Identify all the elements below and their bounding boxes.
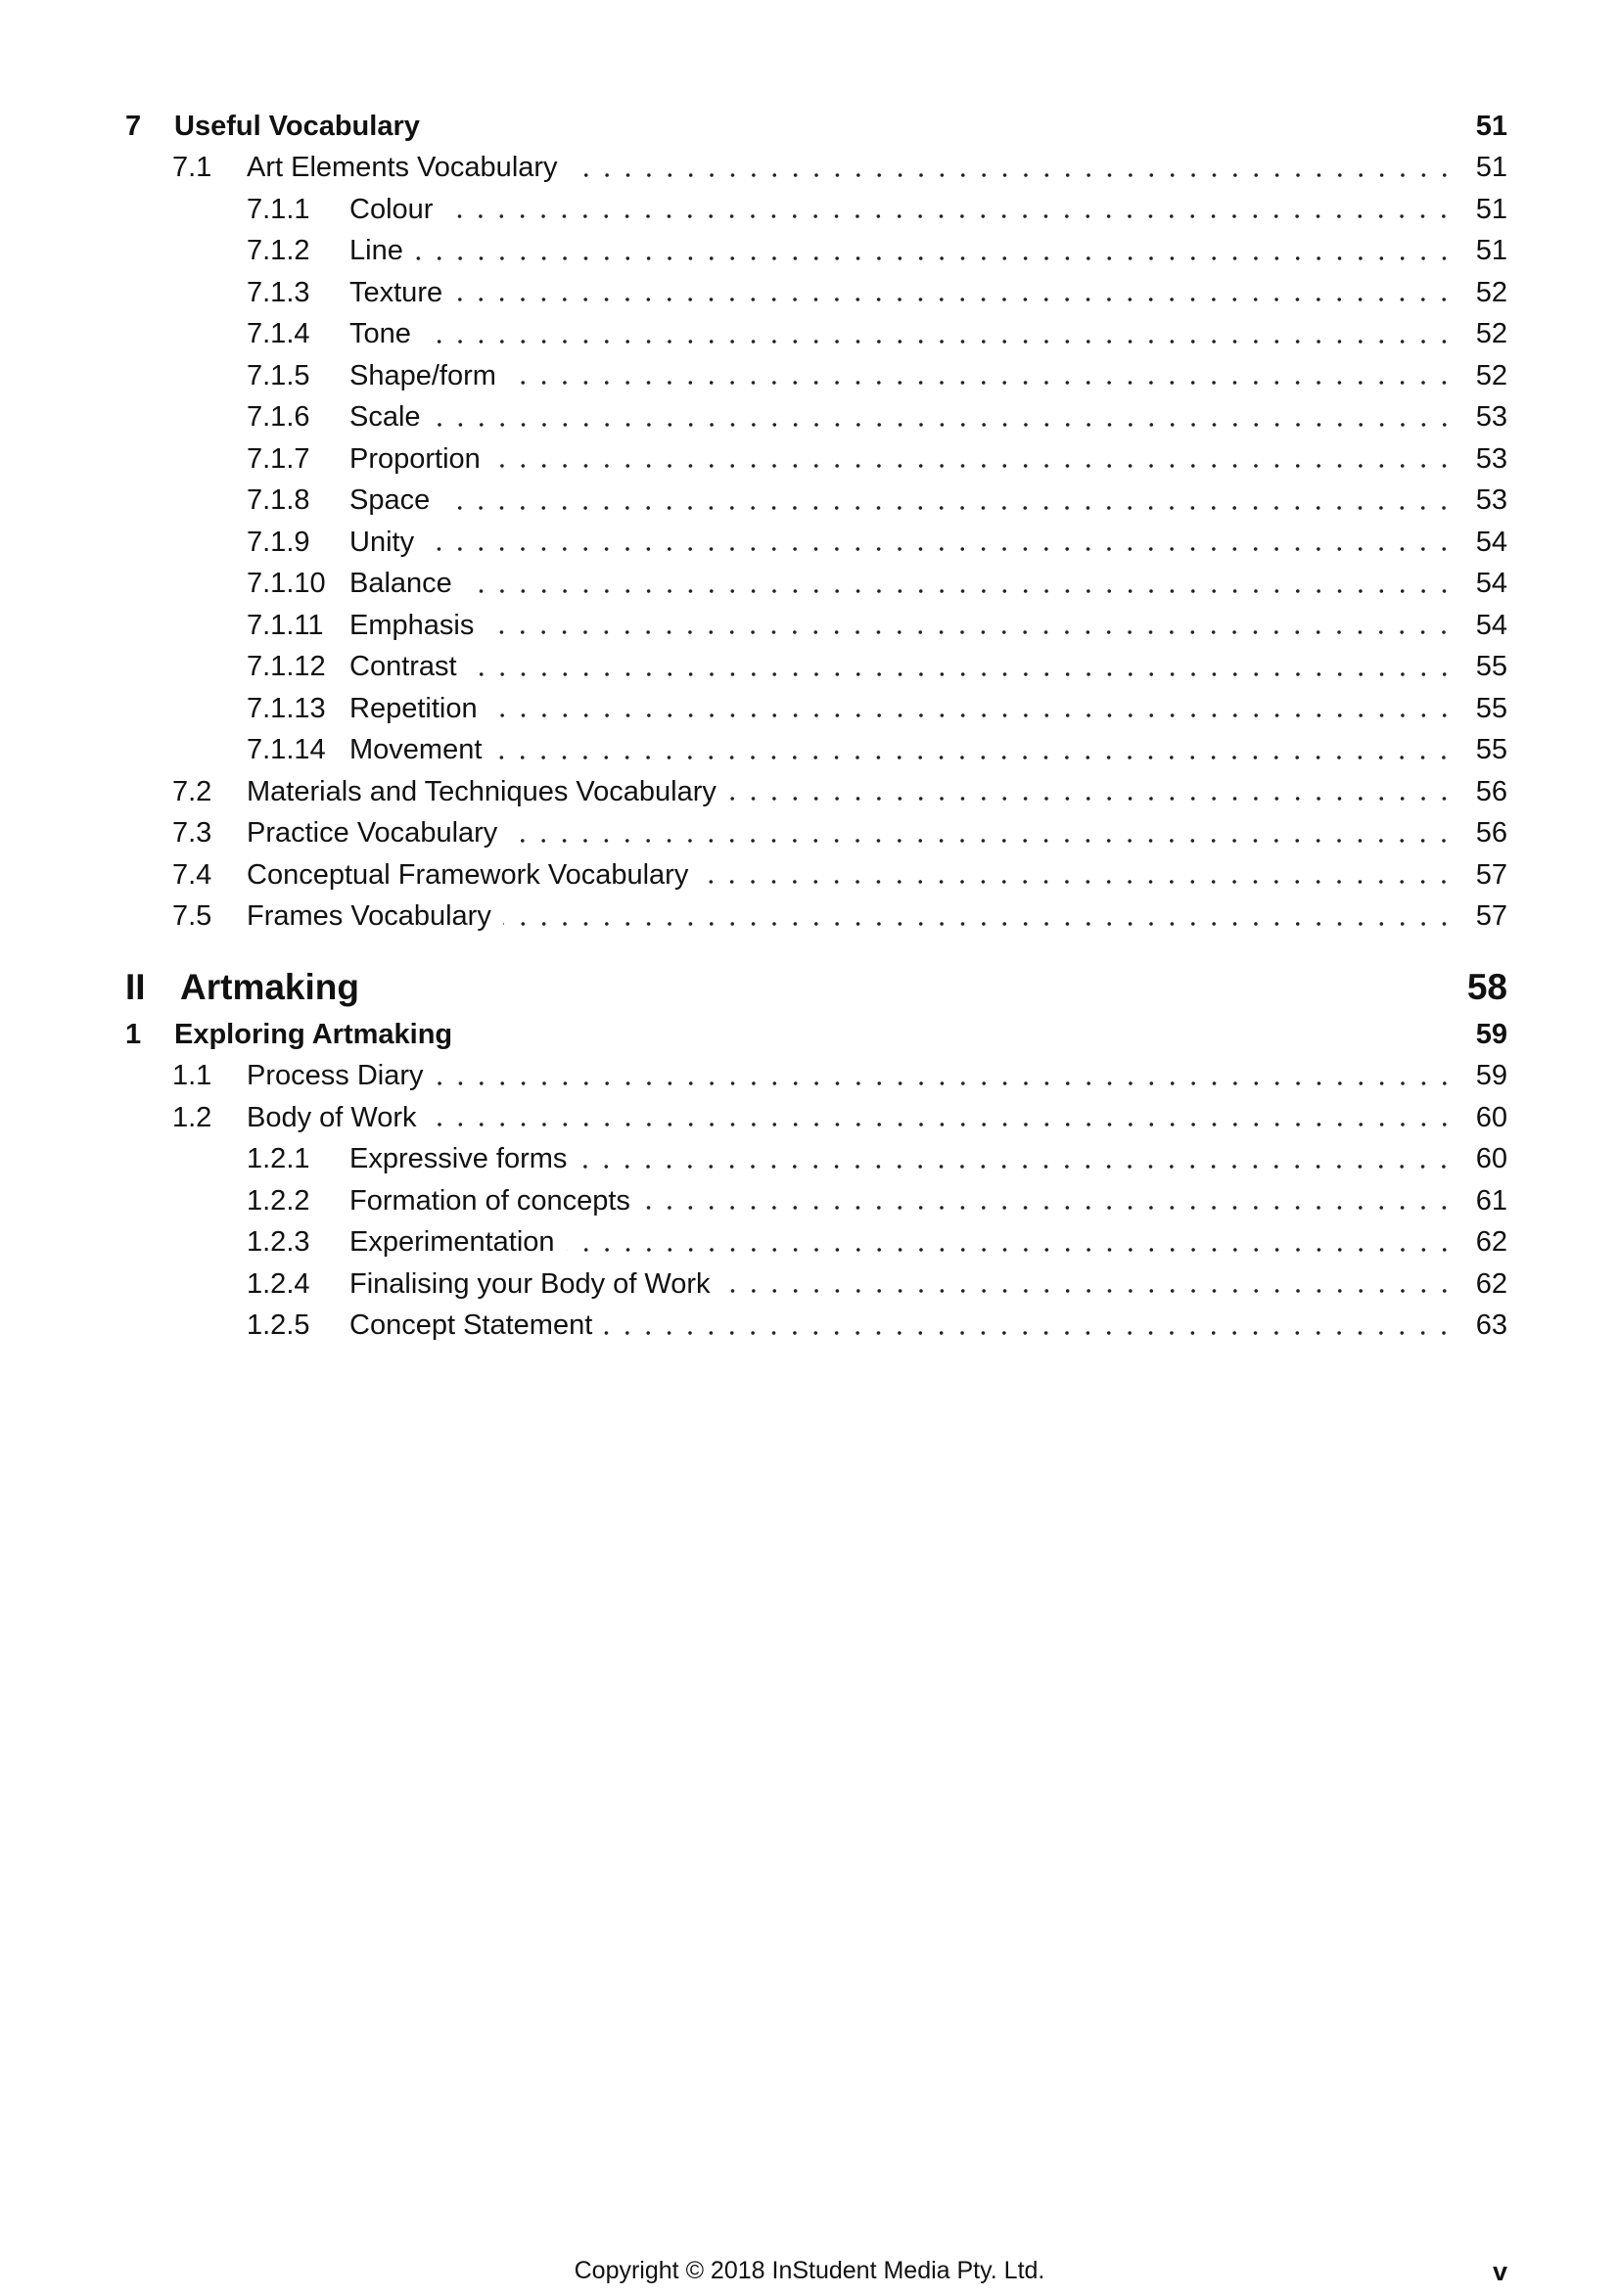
toc-page: 51 [1475, 193, 1507, 225]
dot-leader [469, 660, 1455, 688]
toc-title: Concept Statement [349, 1309, 593, 1342]
toc-section [125, 813, 1507, 855]
toc-chapter-1 [125, 1014, 1507, 1056]
toc-title: Practice Vocabulary [247, 817, 498, 850]
toc-page: 56 [1475, 817, 1507, 850]
dot-leader [503, 909, 1455, 938]
toc-page: 60 [1475, 1143, 1507, 1175]
toc-title: Materials and Techniques Vocabulary [247, 775, 717, 807]
toc-page: 57 [1475, 858, 1507, 891]
toc-number: 7.1.4 [247, 318, 310, 350]
toc-page: 53 [1475, 484, 1507, 517]
dot-leader [415, 244, 1455, 272]
toc-subsection [125, 1180, 1507, 1222]
toc-number: 7.1.2 [247, 235, 310, 267]
dot-leader [441, 493, 1455, 522]
toc-title: Formation of concepts [349, 1184, 630, 1217]
toc-number: 7.1.13 [247, 692, 326, 724]
toc-page: 60 [1475, 1101, 1507, 1133]
toc-section [125, 1097, 1507, 1139]
dot-leader [722, 1277, 1455, 1306]
toc-title: Scale [349, 401, 421, 434]
toc-subsection [125, 688, 1507, 730]
toc-page: 62 [1475, 1226, 1507, 1259]
toc-section [125, 854, 1507, 896]
toc-title: Contrast [349, 651, 457, 683]
toc-subsection [125, 1263, 1507, 1306]
toc-subsection [125, 438, 1507, 481]
toc-subsection [125, 730, 1507, 772]
toc-number: 7.1.7 [247, 442, 310, 475]
toc-number: 7.5 [172, 900, 212, 933]
dot-leader [728, 785, 1455, 813]
toc-number: 1.2 [172, 1101, 212, 1133]
toc-title: Tone [349, 318, 411, 350]
toc-page: 53 [1475, 401, 1507, 434]
dot-leader [567, 1235, 1455, 1263]
toc-subsection [125, 272, 1507, 314]
toc-page: 63 [1475, 1309, 1507, 1342]
toc-number: 7.1.9 [247, 526, 310, 558]
dot-leader [578, 1152, 1455, 1180]
toc-section [125, 1056, 1507, 1098]
toc-subsection [125, 1139, 1507, 1181]
toc-page: 62 [1475, 1267, 1507, 1300]
toc-subsection [125, 355, 1507, 397]
toc-page: 51 [1475, 110, 1507, 142]
toc-page: 54 [1475, 526, 1507, 558]
toc-page: 52 [1475, 318, 1507, 350]
toc-page: 61 [1475, 1184, 1507, 1217]
dot-leader [508, 369, 1455, 397]
dot-leader [429, 1111, 1455, 1139]
toc-number: 7.1.3 [247, 276, 310, 308]
toc-page: 55 [1475, 692, 1507, 724]
toc-number: 1.2.1 [247, 1143, 310, 1175]
toc-section [125, 771, 1507, 813]
toc-subsection [125, 605, 1507, 647]
toc-number: 7.4 [172, 858, 212, 891]
dot-leader [464, 576, 1455, 605]
toc-title: Space [349, 484, 431, 517]
page-footer [0, 2257, 1619, 2296]
toc-number: 1.2.3 [247, 1226, 310, 1259]
toc-subsection [125, 397, 1507, 439]
toc-number: 7.1.10 [247, 568, 326, 600]
toc-number: 1.2.5 [247, 1309, 310, 1342]
toc-title: Balance [349, 568, 452, 600]
dot-leader [486, 619, 1455, 647]
toc-page: 59 [1475, 1060, 1507, 1092]
toc-page: 53 [1475, 442, 1507, 475]
toc-page: 56 [1475, 775, 1507, 807]
dot-leader [642, 1194, 1455, 1222]
toc-title: Frames Vocabulary [247, 900, 491, 933]
toc-page: 55 [1475, 651, 1507, 683]
toc-chapter-7 [125, 106, 1507, 148]
toc-number: 7 [125, 110, 142, 142]
toc-number: 7.3 [172, 817, 212, 850]
toc-title: Process Diary [247, 1060, 424, 1092]
toc-page: 54 [1475, 568, 1507, 600]
toc-title: Proportion [349, 442, 481, 475]
toc-title: Artmaking [180, 967, 359, 1007]
toc-page: 57 [1475, 900, 1507, 933]
toc-title: Texture [349, 276, 443, 308]
dot-leader [489, 702, 1455, 730]
toc-page: 59 [1475, 1018, 1507, 1050]
toc-page: 54 [1475, 609, 1507, 641]
toc-number: 1 [125, 1018, 142, 1050]
page-number: v [1492, 2257, 1507, 2286]
dot-leader [426, 535, 1455, 564]
toc-title: Shape/form [349, 359, 496, 391]
toc-number: 7.1.14 [247, 734, 326, 766]
dot-leader [493, 743, 1455, 771]
toc-title: Art Elements Vocabulary [247, 152, 558, 184]
toc-title: Expressive forms [349, 1143, 568, 1175]
copyright-notice: Copyright © 2018 InStudent Media Pty. Ltd. [574, 2257, 1045, 2284]
toc-number: 1.1 [172, 1060, 212, 1092]
toc-title: Body of Work [247, 1101, 417, 1133]
toc-section [125, 148, 1507, 190]
toc-title: Unity [349, 526, 415, 558]
toc-section [125, 896, 1507, 939]
toc-subsection [125, 1222, 1507, 1264]
toc-page: 52 [1475, 276, 1507, 308]
toc-number: 1.2.2 [247, 1184, 310, 1217]
toc-title: Exploring Artmaking [174, 1018, 453, 1050]
toc-subsection [125, 231, 1507, 273]
toc-number: 7.1.8 [247, 484, 310, 517]
toc-number: II [125, 967, 146, 1007]
dot-leader [604, 1318, 1455, 1347]
toc-number: 7.1.12 [247, 651, 326, 683]
dot-leader [444, 203, 1455, 231]
toc-page: 51 [1475, 235, 1507, 267]
toc-subsection [125, 189, 1507, 231]
dot-leader [433, 410, 1455, 438]
dot-leader [423, 327, 1455, 355]
toc-number: 7.1.6 [247, 401, 310, 434]
toc-title: Movement [349, 734, 483, 766]
toc-part-heading [125, 938, 1507, 1014]
toc-title: Useful Vocabulary [174, 110, 420, 142]
toc-title: Colour [349, 193, 434, 225]
dot-leader [570, 161, 1455, 189]
dot-leader [454, 286, 1455, 314]
toc-subsection [125, 481, 1507, 523]
toc-title: Emphasis [349, 609, 475, 641]
toc-subsection [125, 564, 1507, 606]
toc-title: Experimentation [349, 1226, 555, 1259]
toc-page: 58 [1466, 967, 1507, 1007]
toc-number: 7.1.1 [247, 193, 310, 225]
toc-number: 7.1.11 [247, 609, 324, 641]
toc-number: 7.2 [172, 775, 212, 807]
toc-subsection [125, 647, 1507, 689]
toc-number: 1.2.4 [247, 1267, 310, 1300]
toc-page: 51 [1475, 152, 1507, 184]
toc-title: Conceptual Framework Vocabulary [247, 858, 689, 891]
toc-page: 52 [1475, 359, 1507, 391]
toc-page: 55 [1475, 734, 1507, 766]
toc-title: Line [349, 235, 403, 267]
toc-title: Finalising your Body of Work [349, 1267, 711, 1300]
toc-number: 7.1.5 [247, 359, 310, 391]
dot-leader [700, 868, 1455, 896]
toc-number: 7.1 [172, 152, 212, 184]
dot-leader [509, 826, 1455, 854]
dot-leader [436, 1069, 1456, 1097]
toc-title: Repetition [349, 692, 478, 724]
toc-subsection [125, 1306, 1507, 1348]
toc-subsection [125, 314, 1507, 356]
dot-leader [492, 452, 1455, 481]
toc-subsection [125, 522, 1507, 564]
table-of-contents [125, 106, 1507, 1347]
